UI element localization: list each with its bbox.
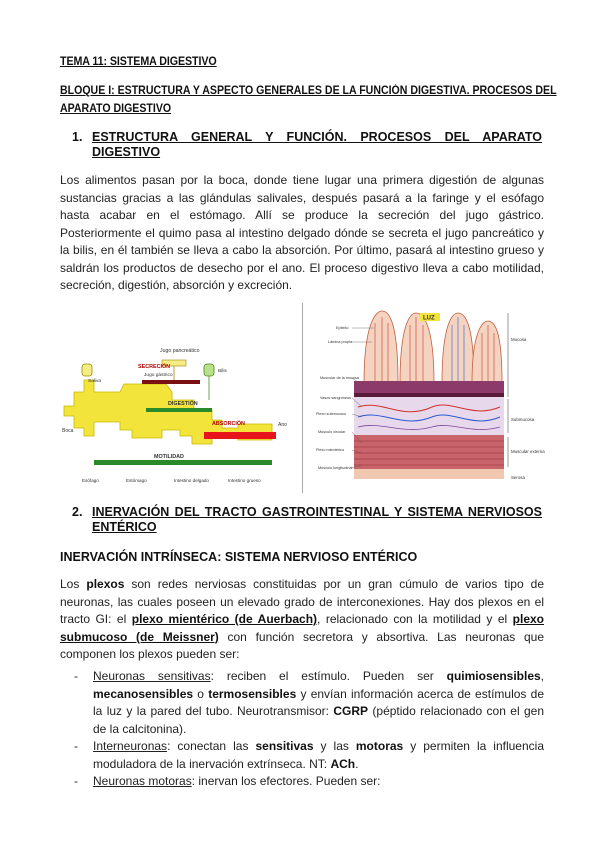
term: motoras <box>355 739 404 753</box>
text: (péptido relacionado con el gen de la calcitonina). <box>93 704 544 736</box>
label-serosa: Serosa <box>511 475 525 480</box>
label-submucosa: Submucosa <box>511 417 535 422</box>
label-boca: Boca <box>62 428 74 434</box>
label-musculo-circular: Músculo circular <box>318 430 346 434</box>
term: Neuronas motoras <box>93 774 192 788</box>
text: y permiten la influencia moduladora de la inervación extrínseca. NT: <box>93 739 544 771</box>
p-text: con función secretora y absortiva. Las neuronas que componen los plexos pueden ser: <box>60 629 545 661</box>
term: quimiosensibles <box>446 669 541 683</box>
muscularis-mucosae-layer <box>354 393 504 397</box>
muscular-externa-layer <box>354 435 504 469</box>
text: : inervan los efectores. Pueden ser: <box>191 774 381 788</box>
villi <box>364 311 502 383</box>
label-digestion: DIGESTIÓN <box>168 401 198 407</box>
neuron-types-list <box>60 668 544 791</box>
label-plexo-submucoso: Plexo submucoso <box>316 412 346 416</box>
label-epitelio: Epitelio <box>336 326 349 330</box>
label-muscular-externa: Muscular externa <box>511 449 545 454</box>
text: y las <box>313 739 356 753</box>
bloque-heading: BLOQUE I: ESTRUCTURA Y ASPECTO GENERALES DE LA FUNCIÓN DIGESTIVA. PROCESOS DEL APARATO DIGESTIVO <box>60 85 557 115</box>
label-secrecion: SECRECIÓN <box>138 364 171 370</box>
term: termosensibles <box>208 686 297 701</box>
serosa-layer <box>354 469 504 479</box>
mucosa-layer <box>354 381 504 395</box>
digestion-bar <box>146 408 212 412</box>
label-mucosa: Mucosa <box>511 337 527 342</box>
p-plexo-submucoso: plexo submucoso (de Meissner) <box>60 612 544 644</box>
p-plexo-mienterico: plexo mientérico (de Auerbach) <box>131 612 318 626</box>
label-intestino-delgado: Intestino delgado <box>174 478 209 483</box>
term: mecanosensibles <box>93 686 194 701</box>
label-lamina-propia: Lámina propia <box>328 340 353 344</box>
text: o <box>193 686 209 701</box>
list-item <box>60 668 544 738</box>
label-vasos: Vasos sanguíneos <box>320 396 351 400</box>
label-bilis: Bilis <box>218 369 227 374</box>
list-dash: - <box>74 739 78 753</box>
tema-title: TEMA 11: SISTEMA DIGESTIVO <box>60 56 217 68</box>
section-1-title: ESTRUCTURA GENERAL Y FUNCIÓN. PROCESOS DEL APARATO DIGESTIVO <box>92 130 542 159</box>
list-dash: - <box>74 774 78 788</box>
label-absorcion: ABSORCIÓN <box>212 421 245 427</box>
label-saliva: Saliva <box>88 379 102 384</box>
p-text: son redes nerviosas constituidas por un gran cúmulo de varios tipo de neuronas, las cuales poseen un elevado grado de interconexiones. Hay dos plexos en el tracto GI: el <box>60 577 544 626</box>
section-1-paragraph: Los alimentos pasan por la boca, donde tiene lugar una primera digestión de algunas sustancias gracias a las glándulas salivales, después pasará a la faringe y el esófago hasta acabar en el estómago. Allí se produce la secreción del jugo gástrico. Posteriormente el quimo pasa al intestino delgado dónde se secreta el jugo pancreático y la bilis, en él también se lleva a cabo la absorción. Por último, pasará al intestino grueso y saldrán los productos de desecho por el ano. El proceso digestivo lleva a cabo motilidad, secreción, digestión, absorción y excreción. <box>60 173 544 292</box>
list-item <box>60 738 544 773</box>
text: y envían información acerca de estímulos de la luz y la pared del tubo. Neurotransmisor: <box>93 686 544 718</box>
term: sensitivas <box>255 739 314 753</box>
label-ano: Ano <box>278 422 287 428</box>
label-esofago: Esófago <box>82 478 99 483</box>
absorcion-bar <box>204 432 276 439</box>
section-1-number: 1. <box>72 130 83 144</box>
text: . <box>355 756 359 771</box>
p-text: , relacionado con la motilidad y el <box>317 612 513 626</box>
list-item <box>60 773 544 791</box>
p-plexos: plexos <box>86 577 125 591</box>
section-2-paragraph <box>60 576 544 664</box>
label-muscular-mucosa: Muscular de la mucosa <box>320 376 360 380</box>
term: Interneuronas <box>93 739 168 753</box>
text: : conectan las <box>167 739 256 753</box>
term: Neuronas sensitivas <box>93 669 211 683</box>
section-2-title: INERVACIÓN DEL TRACTO GASTROINTESTINAL Y SISTEMA NERVIOSOS ENTÉRICO <box>92 505 542 534</box>
bilis-gland-icon <box>204 364 214 376</box>
section-2-subtitle: INERVACIÓN INTRÍNSECA: SISTEMA NERVIOSO ENTÉRICO <box>60 550 418 564</box>
label-musculo-longitudinal: Músculo longitudinal <box>318 466 353 470</box>
motilidad-bar <box>94 460 272 465</box>
text: : reciben el estímulo. Pueden ser <box>210 669 447 683</box>
secrecion-bar <box>142 380 200 384</box>
digestive-process-diagram <box>62 340 294 492</box>
list-dash: - <box>74 669 78 683</box>
label-jugo-pancreatico: Jugo pancreático <box>160 348 200 354</box>
label-estomago: Estómago <box>126 478 147 483</box>
label-intestino-grueso: Intestino grueso <box>228 478 261 483</box>
term: ACh <box>330 756 356 771</box>
label-plexo-mienterico: Plexo mientérico <box>316 448 345 452</box>
label-jugo-gastrico: Jugo gástrico <box>144 373 173 378</box>
label-luz: LUZ <box>423 315 435 322</box>
gi-wall-histology-diagram <box>302 303 546 493</box>
section-2-number: 2. <box>72 505 83 519</box>
p-text: Los <box>60 577 87 591</box>
term: CGRP <box>333 704 369 718</box>
saliva-gland-icon <box>82 364 92 376</box>
text: , <box>540 669 545 683</box>
left-labels <box>316 326 360 470</box>
label-motilidad: MOTILIDAD <box>154 454 184 460</box>
